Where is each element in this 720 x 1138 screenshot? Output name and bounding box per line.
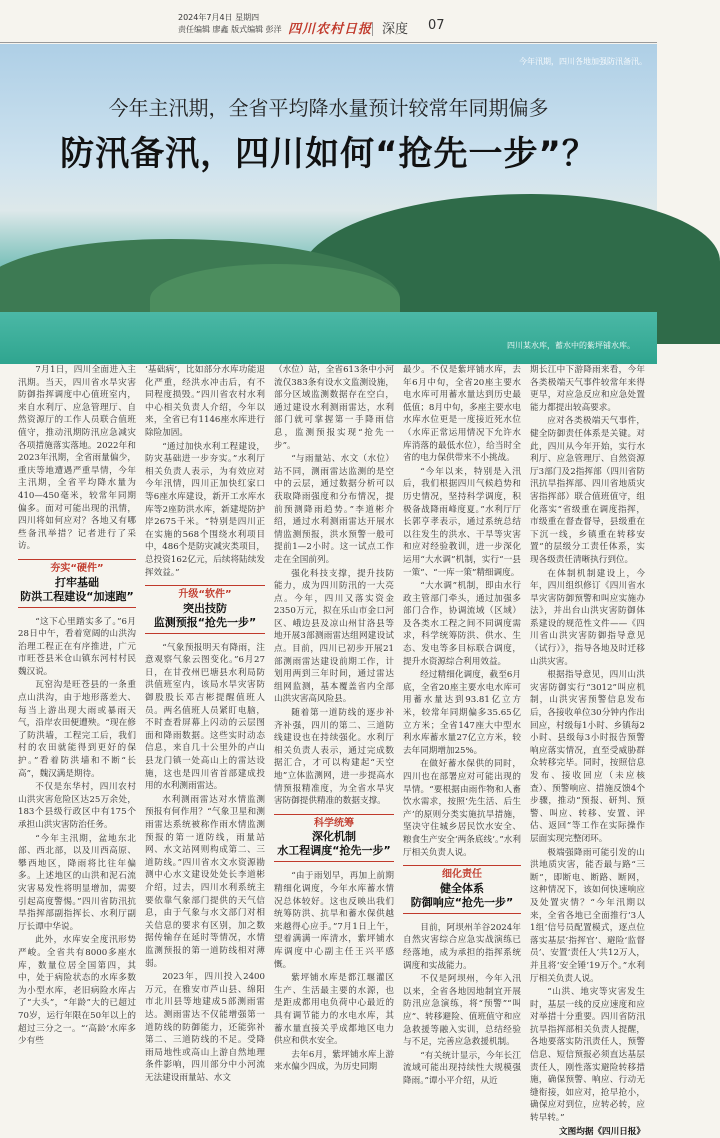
- paragraph: ‘基础病’，比如部分水库功能退化严重，经洪水冲击后，有不同程度损毁。”四川省农村水利中心相关负责人介绍，今年以来，全省已有1146座水库进行除险加固。: [145, 365, 265, 438]
- photo-caption-bottom: 四川某水库，蓄水中的紫坪铺水库。: [507, 341, 635, 350]
- editors-line: 责任编辑 廖鑫 版式编辑 彭洋: [178, 25, 282, 34]
- paragraph: （水位）站，全省613条中小河流仅383条有设水文监测设施，部分区域监测数据存在空白，通过建设水利测雨雷达，水利部门就可掌握第一手降雨信息，监测预报实现“抢先一步”。: [274, 365, 394, 451]
- subheading-line: 水工程调度“抢先一步”: [277, 844, 391, 858]
- subheading-line: 防洪工程建设“加速跑”: [20, 589, 134, 603]
- subheading-4: [403, 865, 521, 914]
- page-number: 07: [428, 18, 445, 33]
- paragraph: 不仅是东华村，四川农村山洪灾害危险区达25万余处，183个县级行政区中有175个承担山洪灾害防治任务。: [18, 782, 136, 830]
- hero-photo: [0, 44, 657, 364]
- paragraph: “山洪、地灾等灾害发生时，基层一线的反应速度和应对举措十分重要。四川省防汛抗旱指挥部相关负责人提醒，各地要落实防汛责任人，预警信息、短信预报必须直达基层责任人，刚性落实避险转移措施，确保预警、响应、行动无缝衔接，如应对，抢早抢小，确保应对到位，应转必转，应转早转。”: [530, 987, 645, 1124]
- source-credit: 文图均据《四川日报》: [559, 1126, 645, 1137]
- paragraph: “有关统计显示，今年长江流域可能出现持续性大规模强降雨。”谭小平介绍，从近: [403, 1050, 521, 1086]
- paragraph: 瓦窑沟是旺苍县的一条重点山洪沟，由于地形落差大、每当上游出现大雨或暴雨天气，沿岸农田便遭殃。“现在修了防洪墙，工程完工后，我们村的农田就能得到更好的保护。”看着防洪墙和不断“长高”，魏汉满是期待。: [18, 680, 136, 779]
- paragraph: 经过精细化调度，截至6月底，全省20座主要水电水库可用蓄水量达到93.81亿立方米，较常年同期偏多35.65亿立方米；全省147座大中型水利水库蓄水量27亿立方米，较去年同期增加25%。: [403, 670, 521, 756]
- paragraph: 最少。不仅是紫坪铺水库，去年6月中旬，全省20座主要水电水库可用蓄水量达到历史最低值；8月中旬，多座主要水电水库水位更是一度接近死水位（水库正常运用情况下允许水库消落的最低水位），给当时全省的电力保供带来不小挑战。: [403, 365, 521, 464]
- section-name: 深度: [382, 22, 409, 37]
- paragraph: 此外，水库安全度汛形势严峻。全省共有8000多座水库，数量位居全国第四，其中，处于病险状态的水库多数为小型水库，老旧病险水库占了“大头”，“年龄”大的已超过70岁，运行年限在50年以上的超过三分之一。“‘高龄’水库多少有些: [18, 935, 136, 1047]
- header-rule: [0, 42, 657, 43]
- article-body: [0, 364, 657, 1137]
- photo-caption-top: 今年汛期，四川各地加强防汛备汛。: [519, 57, 647, 66]
- subheading-line: 防御响应“抢先一步”: [410, 895, 514, 909]
- article-column-1: [18, 364, 136, 1049]
- paragraph: “通过加快水利工程建设，防灾基础进一步夯实。”水利厅相关负责人表示，为有效应对今年汛情，四川正加快红家口等6座水库建设，新开工水库水库等2座防洪水库，新建堤防护岸2675千米。“特别是四川正在实施的568个围绕水利项目中，486个是防灾减灾类项目，总投资162亿元，后续将陆续发挥效益。”: [145, 441, 265, 578]
- photo-reservoir-water: [0, 312, 657, 364]
- article-column-4: [403, 364, 521, 1088]
- headline-kicker: 今年主汛期，全省平均降水量预计较常年同期偏多: [108, 96, 549, 120]
- paragraph: 在做好蓄水保供的同时，四川也在部署应对可能出现的旱情。“要根据由雨作物和人畜饮水需求，按照‘先生活、后生产’的原则分类实施抗旱措施，坚决守住城乡居民饮水安全、粮食生产安全‘两条底线’。”水利厅相关负责人说。: [403, 759, 521, 858]
- paragraph: 应对各类极端天气事件，健全防御责任体系是关键。对此，四川从今年开始，实行水利厅、应急管理厅、自然资源厅3部门及2指挥部（四川省防汛抗旱指挥部、四川省地质灾害指挥部）联合值班值守，组化落实“省级重在调度指挥，市级重在督查督导，县级重在下沉一线，乡镇重在转移安置”的层级分工责任体系，实现各级责任清晰执行到位。: [530, 416, 645, 565]
- paragraph: 2023年，四川投入2400万元，在雅安市芦山县、绵阳市北川县等地建成5部测雨雷达。测雨雷达不仅能增强第一道防线的防御能力，还能弥补第二、三道防线的不足。受降雨局地性或高山上游自然地理条件影响，四川部分中小河流无法建设雨量站、水文: [145, 972, 265, 1083]
- paragraph: 水利测雨雷达对水情监测预报有何作用？“气象卫星和测雨雷达系统被称作雨水情监测预报的第一道防线，雨量站网、水文站网则构成第二、三道防线。”四川省水文水资源勘测中心水文建设处处长李道彬介绍，过去，四川水利系统主要依靠气象部门提供的天气信息，由于气象与水文部门对相关信息的要求有区别，加之数据传输存在延时等情况，水情监测预报的第一道防线相对薄弱。: [145, 794, 265, 969]
- paragraph: “今年主汛期，盆地东北部、西北部，以及川西高原、攀西地区，降雨将比往年偏多。上述地区的山洪和泥石流灾害易发性将明显增加，需要引起高度警惕。”四川省防汛抗旱指挥部副指挥长、水利厅副厅长谭中华说。: [18, 833, 136, 932]
- paragraph: “大水调”机制，即由水行政主管部门牵头，通过加强多部门合作，协调流域（区域）及各类水工程之间不同调度需求，科学统筹防洪、供水、生态、发电等多目标联合调度，提升水资源综合利用效益。: [403, 581, 521, 667]
- issue-meta: [178, 12, 282, 36]
- subheading-line: 监测预报“抢先一步”: [153, 615, 257, 629]
- subheading-line: 突出技防: [183, 601, 227, 615]
- article-column-2: [145, 364, 265, 1085]
- subheading-line: 打牢基础: [55, 575, 99, 589]
- headline-title: 防汛备汛，四川如何“抢先一步”？: [60, 134, 597, 174]
- article-column-5: [530, 364, 645, 1138]
- paragraph: 期长江中下游降雨来看，今年各类极端天气事件较常年来得更早，对应急反应和应急处置能力都提出较高要求。: [530, 365, 645, 413]
- paragraph: 去年6月，紫坪铺水库上游来水偏少四成，为历史同期: [274, 1049, 394, 1073]
- subheading-kicker: 细化责任: [442, 869, 482, 881]
- subheading-line: 健全体系: [440, 881, 484, 895]
- paragraph: “气象预报明天有降雨，注意观察气象云图变化。”6月27日，在甘孜州巴塘县水利局防洪值班室内，该局水旱灾害防御股股长邓吉彬提醒值班人员。两名值班人员紧盯电脑，不时查看屏幕上闪动的云层图面和降雨数据。这些实时动态信息，来自几十公里外的卢山县龙门镇一处高山上的雷达设施，这也是四川省首部建成投用的水利测雨雷达。: [145, 642, 265, 792]
- paragraph: “这下心里踏实多了。”6月28日中午，看着宽阔的山洪沟治理工程正在有序推进，广元市旺苍县米仓山镇东河村村民魏汉说。: [18, 616, 136, 677]
- paragraph: 在体制机制建设上，今年，四川组织修订《四川省水旱灾害防御预警和叫应实施办法》，并出台山洪灾害防御体系建设的规范性文件——《四川省山洪灾害防御指导意见（试行）》，指导各地及时迁移山洪灾害。: [530, 568, 645, 667]
- subheading-kicker: 科学统筹: [314, 817, 354, 829]
- paragraph: “与雨量站、水文（水位）站不同，测雨雷达监测的是空中的云层，通过数据分析可以获取降雨强度和分布情况，提前预测降雨趋势。”李道彬介绍，通过水利测雨雷达开展水情监测预报，洪水预警一般可提前1—2小时。这一试点工作走在全国前列。: [274, 454, 394, 565]
- paragraph: 不仅是阿坝州，今年入汛以来，全省各地因地制宜开展防汛应急演练，将“预警”“叫应”、转移避险、值班值守和应急救援等融入实训，总结经验与不足，完善应急救援机制。: [403, 974, 521, 1048]
- paragraph: 根据指导意见，四川山洪灾害防御实行“3012”叫应机制，山洪灾害预警信息发布后，各接收单位30分钟内作出回应，村级每1小时、乡镇每2小时、县级每3小时报告预警响应落实情况，直至受威胁群众转移完毕。同时，按照信息发布、接收回应（未应核查）、预警响应、措施反馈4个步骤，推动“预报、研判、预警、叫应、转移、安置、评估、返回”等工作在实际操作层面实现完整闭环。: [530, 670, 645, 844]
- paragraph: “今年以来，特别是入汛后，我们根据四川气候趋势和历史情况，坚持科学调度，积极备战降雨峰度夏。”水利厅厅长郭亨孝表示，通过系统总结以往发生的洪水、干旱等灾害和应对经验教训，进一步深化运用“大水调”机制，实行“一县一策”、“一库一策”精细调度。: [403, 466, 521, 578]
- article-lead: 7月1日，四川全面进入主汛期。当天，四川省水旱灾害防御指挥调度中心值班室内，来自水利厅、应急管理厅、自然资源厅的工作人员联合值班值守，推动汛期防汛应急减灾各项措施落实落地。2022年和2023年汛期，全省雨量偏少，重庆等地遭遇严重旱情，今年主汛期，全省平均降水量为410—450毫米，较常年同期偏多。面对可能出现的汛情，四川将如何应对？各地又有哪些备汛举措？记者进行了采访。: [18, 365, 136, 552]
- paragraph: 目前，阿坝州羊谷2024年自然灾害综合应急实战演练已经落地，成为承担的指挥系统调度和实战能力。: [403, 922, 521, 971]
- newspaper-logo: 四川农村日报: [288, 22, 373, 37]
- article-column-3: [274, 364, 394, 1075]
- subheading-1: [18, 559, 136, 608]
- subheading-line: 深化机制: [312, 830, 356, 844]
- paragraph: “由于雨划早，再加上前期精细化调度，今年水库蓄水情况总体较好。这也反映出我们统筹防洪、抗旱和蓄水保供越来越得心应手。”7月1日上午，望着满满一库清水，紫坪铺水库调度中心副主任王兴平感慨。: [274, 871, 394, 970]
- subheading-kicker: 升级“软件”: [178, 589, 232, 601]
- subheading-2: [145, 585, 265, 634]
- paragraph: 紫坪铺水库是都江堰灌区生产、生活最主要的水源，也是距成都用电负荷中心最近的具有调节能力的水电水库，其蓄水量直接关乎成都地区电力供应和供水安全。: [274, 973, 394, 1047]
- subheading-kicker: 夯实“硬件”: [50, 562, 104, 574]
- page-header: [0, 0, 657, 44]
- issue-date: 2024年7月4日 星期四: [178, 13, 260, 22]
- paragraph: 极端强降雨可能引发的山洪地质灾害，能否最与路“三断”，即断电、断路、断网，这种情况下，该如何快速响应及处置灾情？“今年汛期以来，全省各地已全面推行‘3人1组’信号员配置模式，逐点位落实基层‘指挥官’、避险‘监督员’、安置‘责任人’共12万人，并且将‘安全锤’19万个。”水利厅相关负责人说。: [530, 847, 645, 984]
- header-divider: [372, 22, 373, 36]
- paragraph: 随着第一道防线的逐步补齐补强，四川的第二、三道防线建设也在持续强化。水利厅相关负责人表示，通过完成数据汇合，才可以构建起“天空地”立体监测网，进一步提高水情预报精准度，为全省水旱灾害防御提供精准的数据支撑。: [274, 708, 394, 807]
- subheading-3: [274, 814, 394, 863]
- paragraph: 强化科技支撑，提升技防能力，成为四川防汛的一大亮点。今年，四川又落实资金2350万元，拟在乐山市金口河区、峨边县及凉山州甘洛县等地开展3部测雨雷达组网建设试点。目前，四川已初步开展21部测雨雷达建设前期工作，计划用两到三年时间，通过雷达组网监测，基本覆盖省内全部山洪灾害高风险县。: [274, 568, 394, 705]
